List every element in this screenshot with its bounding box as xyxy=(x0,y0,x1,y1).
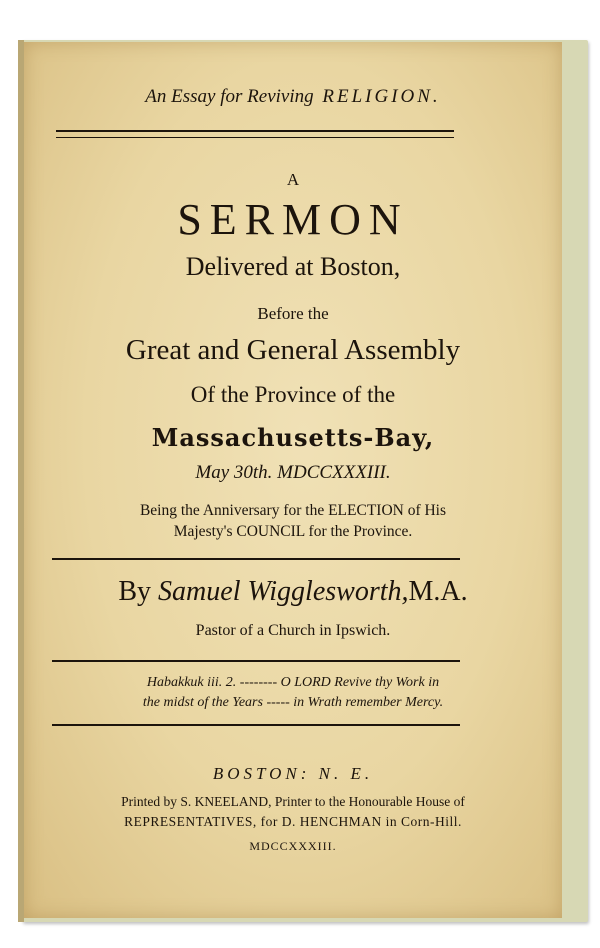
author-line xyxy=(24,576,562,608)
line-anniversary-1: Being the Anniversary for the ELECTION of His xyxy=(139,502,447,519)
line-before: Before the xyxy=(257,304,329,323)
half-title xyxy=(24,86,562,108)
rule-top-1 xyxy=(56,130,454,132)
author-degree: M.A. xyxy=(408,576,468,607)
line-assembly: Great and General Assembly xyxy=(125,334,461,366)
line-delivered: Delivered at Boston, xyxy=(185,252,401,281)
line-province: Of the Province of the xyxy=(190,382,396,407)
author-position: Pastor of a Church in Ipswich. xyxy=(195,622,391,639)
title-sermon: SERMON xyxy=(177,195,409,244)
half-title-italic: An Essay for Reviving xyxy=(145,86,314,107)
line-date: May 30th. MDCCXXXIII. xyxy=(195,462,391,483)
title-article: A xyxy=(286,170,300,189)
epigraph-line-1: Habakkuk iii. 2. -------- O LORD Revive thy Work in xyxy=(146,675,440,690)
imprint-year: MDCCXXXIII. xyxy=(249,839,337,853)
title-page xyxy=(24,42,562,918)
author-by: By xyxy=(118,576,152,607)
rule-mid-3 xyxy=(52,724,460,726)
imprint-city: BOSTON: N. E. xyxy=(212,764,374,783)
half-title-caps: RELIGION. xyxy=(322,86,441,107)
rule-mid-2 xyxy=(52,660,460,662)
author-name: Samuel Wigglesworth, xyxy=(158,576,409,607)
rule-top-2 xyxy=(56,137,454,138)
imprint-line-2: REPRESENTATIVES, for D. HENCHMAN in Corn-Hill. xyxy=(124,814,462,829)
line-bay: Massachusetts-Bay, xyxy=(151,423,435,452)
imprint-line-1: Printed by S. KNEELAND, Printer to the Honourable House of xyxy=(121,794,465,809)
epigraph-line-2: the midst of the Years ----- in Wrath remember Mercy. xyxy=(142,695,444,710)
rule-mid-1 xyxy=(52,558,460,560)
line-anniversary-2: Majesty's COUNCIL for the Province. xyxy=(173,523,413,540)
